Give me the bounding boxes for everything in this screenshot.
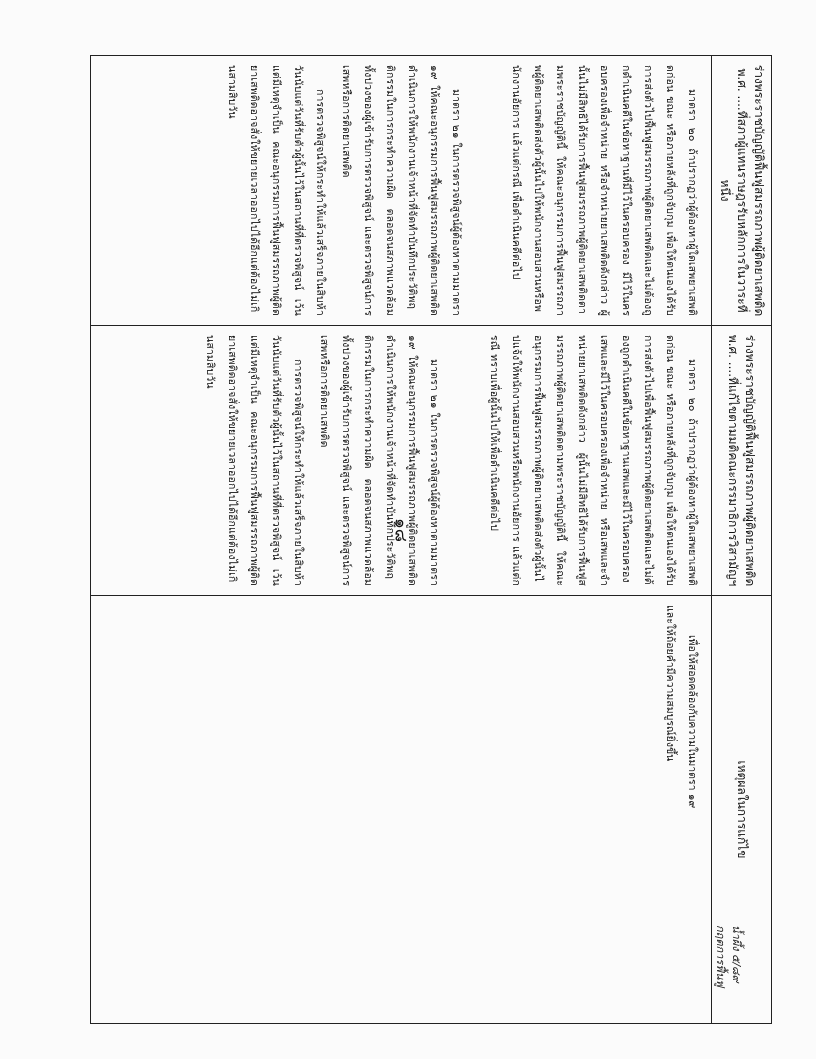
reason-line-2: และให้ถ้อยคำมีความสมบูรณ์ยิ่งขึ้น — [664, 605, 676, 762]
table-header-row — [712, 56, 772, 1024]
amended-section-21-para2: การตรวจพิสูจน์ให้กระทำให้แล้วเสร็จภายในสิบห้าวันนับแต่วันที่รับตัวผู้นั้นไว้ในสถานที่ที่ตรวจพิสูจน์ เว้นแต่มีเหตุจำเป็น คณะอนุกรรมการฟื้นฟูสมรรถภาพผู้ติดยาเสพติดอาจสั่งให้ขยายเวลาออกไปได้อีกแต่ต้องไม่เกินสามสิบวัน — [204, 335, 304, 586]
cell-original-draft — [91, 56, 712, 326]
header-original-draft: ร่างพระราชบัญญัติฟื้นฟูสมรรถภาพผู้ติดยาเสพติด พ.ศ. ....ที่สภาผู้แทนราษฎรรับหลักการในวาระที่หนึ่ง — [712, 56, 772, 326]
comparison-table — [90, 55, 772, 1024]
header-amended-draft: ร่างพระราชบัญญัติฟื้นฟูสมรรถภาพผู้ติดยาเสพติด พ.ศ. ....ที่แก้ไขตามมติคณะกรรมาธิการวิสามัญฯ — [712, 326, 772, 596]
original-section-20: มาตรา ๒๐ ถ้าปรากฏว่าผู้ต้องหาผู้ใดเสพยาเสพติดก่อน ขณะ หรือภายหลังที่ถูกจับกุม เพื่อให้ตนเองได้รับการส่งตัวไปฟื้นฟูสมรรถภาพผู้ติดยาเสพติดและไม่ต้องถูกดำเนินคดีในข้อหาฐานที่มีไว้ในครอบครอง มีไว้ในครอบครองเพื่อจำหน่าย หรือจำหน่ายยาเสพติดดังกล่าว ผู้นั้นไม่มีสิทธิได้รับการฟื้นฟูสมรรถภาพผู้ติดยาเสพติดตามพระราชบัญญัตินี้ ให้คณะอนุกรรมการฟื้นฟูสมรรถภาพผู้ติดยาเสพติดส่งตัวผู้นั้นไปให้พนักงานสอบสวนหรือพนักงานอัยการ แล้วแต่กรณี เพื่อดำเนินคดีต่อไป — [510, 65, 698, 316]
page-number: ๑๘ — [390, 518, 411, 542]
rotated-table-wrapper — [90, 55, 772, 1023]
reason-line-1: เพื่อให้สอดคล้องกับความในมาตรา ๑๙ — [686, 635, 698, 809]
original-section-21-para2: การตรวจพิสูจน์ให้กระทำให้แล้วเสร็จภายในสิบห้าวันนับแต่วันที่รับตัวผู้นั้นไว้ในสถานที่ที่ตรวจพิสูจน์ เว้นแต่มีเหตุจำเป็น คณะอนุกรรมการฟื้นฟูสมรรถภาพผู้ติดยาเสพติดอาจสั่งให้ขยายเวลาออกไปได้อีกแต่ต้องไม่เกินสามสิบวัน — [226, 65, 326, 316]
original-section-21: มาตรา ๒๑ ในการตรวจพิสูจน์ผู้ต้องหาตามมาตรา ๑๙ ให้คณะอนุกรรมการฟื้นฟูสมรรถภาพผู้ติดยาเสพติดดำเนินการให้พนักงานเจ้าหน้าที่จัดทำบันทึกประวัติพฤติกรรมในการกระทำความผิด ตลอดจนสภาพแวดล้อมทั้งปวงของผู้เข้ารับการตรวจพิสูจน์ และตรวจพิสูจน์การเสพหรือการติดยาเสพติด — [340, 65, 462, 316]
table-body-row — [91, 56, 712, 1024]
annotation-line-1: น้ำผึ้ง ๕/๘๙ — [730, 925, 743, 983]
handwritten-annotation — [712, 925, 744, 1025]
amended-section-20: มาตรา ๒๐ ถ้าปรากฏว่าผู้ต้องหาผู้ใดเสพยาเสพติดก่อน ขณะ หรือภายหลังที่ถูกจับกุม เพื่อให้ตนเองได้รับการส่งตัวไปเพื่อฟื้นฟูสมรรถภาพผู้ติดยาเสพติดและไม่ต้องถูกดำเนินคดีในข้อหาฐานเสพและมีไว้ในครอบครอง เสพและมีไว้ในครอบครองเพื่อจำหน่าย หรือเสพและจำหน่ายยาเสพติดดังกล่าว ผู้นั้นไม่มีสิทธิได้รับการฟื้นฟูสมรรถภาพผู้ติดยาเสพติดตามพระราชบัญญัตินี้ ให้คณะอนุกรรมการฟื้นฟูสมรรถภาพผู้ติดยาเสพติดส่งตัวผู้นั้นไปแจ้งให้พนักงานสอบสวนหรือพนักงานอัยการ แล้วแต่กรณี ทราบเพื่อผู้นั้นไปให้เพื่อดำเนินคดีต่อไป — [488, 335, 698, 586]
annotation-line-2: กฤตการฟื้นฟู — [714, 925, 727, 988]
cell-amended-draft — [91, 326, 712, 596]
cell-reason — [91, 596, 712, 1024]
amended-section-21: มาตรา ๒๑ ในการตรวจพิสูจน์ผู้ต้องหาตามมาตรา ๑๙ ให้คณะอนุกรรมการฟื้นฟูสมรรถภาพผู้ติดยาเสพติดดำเนินการให้พนักงานเจ้าหน้าที่จัดทำบันทึกประวัติพฤติกรรมในการกระทำความผิด ตลอดจนสภาพแวดล้อมทั้งปวงของผู้เข้ารับการตรวจพิสูจน์ และตรวจพิสูจน์การเสพหรือการติดยาเสพติด — [318, 335, 440, 586]
header-reason: เหตุผลในการแก้ไข — [712, 596, 772, 1024]
